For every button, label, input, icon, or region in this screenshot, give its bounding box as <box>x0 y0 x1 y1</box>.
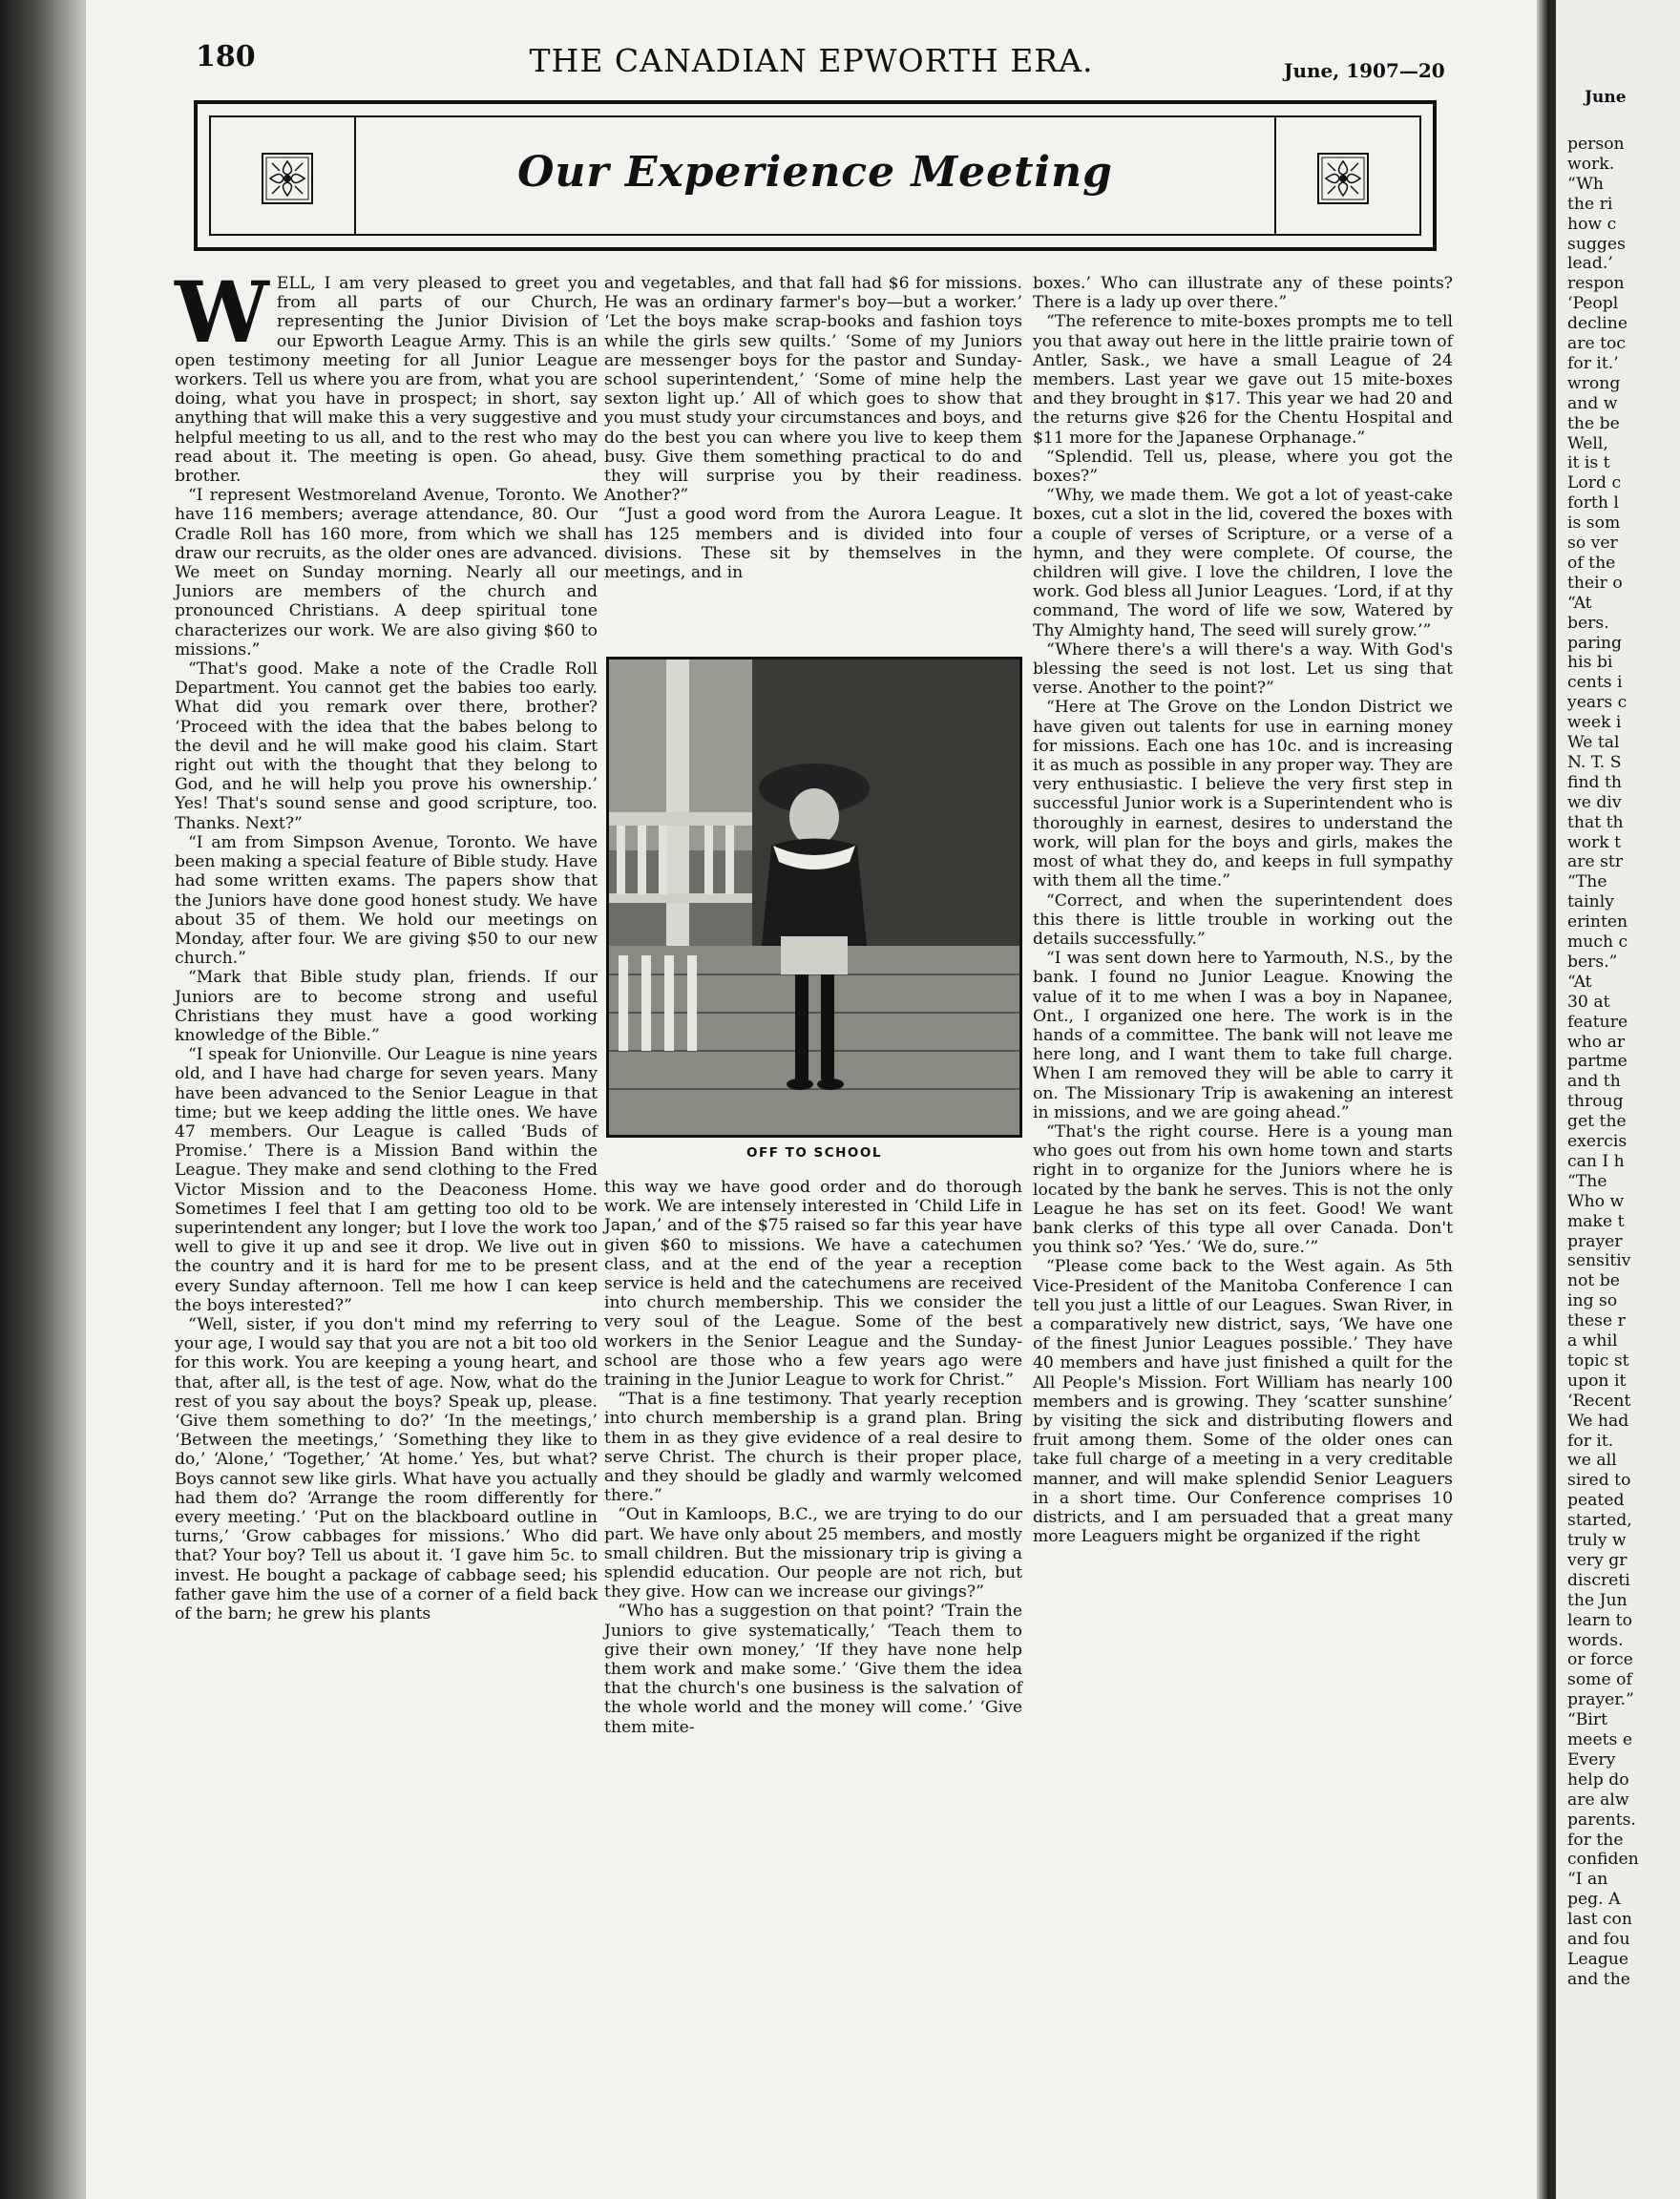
right-page-line: “Birt <box>1567 1710 1608 1730</box>
right-page-line: for it.’ <box>1567 353 1619 373</box>
left-page <box>86 0 1537 2199</box>
right-page-line: peg. A <box>1567 1890 1621 1910</box>
paragraph: “I was sent down here to Yarmouth, N.S., by the bank. I found no Junior League. Knowing the value of it to me when I was a boy in Napanee, Ont., I organized one here. The work is in the hands of a committee. The bank will not leave me here long, and I want them to take full charge. When I am removed they will be able to carry it on. The Missionary Trip is awakening an interest in missions, and we are going ahead.” <box>1033 949 1453 1122</box>
right-page-line: the Jun <box>1567 1590 1628 1610</box>
paragraph: “Mark that Bible study plan, friends. If our Juniors are to become strong and useful Christians they must have a good working knowledge of the Bible.” <box>175 968 598 1045</box>
right-page-line: a whil <box>1567 1331 1618 1351</box>
banner-divider-right <box>1274 117 1276 234</box>
right-page-line: League <box>1567 1949 1629 1969</box>
paragraph: “Who has a suggestion on that point? ‘Train the Juniors to give systematically,’ ‘Teach them to give their own money,’ ‘If they have none help them work and make some.’ ‘Give them the idea that the church's one business is the salvation of the whole world and the money will come.’ ‘Give them mite- <box>604 1602 1022 1737</box>
right-page-line: can I h <box>1567 1151 1625 1171</box>
paragraph: “Just a good word from the Aurora League. It has 125 members and is divided into four divisions. These sit by themselves in the meetings, and in <box>604 505 1022 583</box>
right-page-line: very gr <box>1567 1550 1628 1570</box>
right-page-fragment <box>1556 0 1680 2199</box>
paragraph: and vegetables, and that fall had $6 for missions. He was an ordinary farmer's boy—but a worker.’ ‘Let the boys make scrap-books and fashion toys while the girls sew quilts.’ ‘Some of my Juniors are messenger boys for the pastor and Sunday-school superintendent,’ ‘Some of mine help the sexton light up.’ All of which goes to show that you must study your circumstances and boys, and do the best you can where you live to keep them busy. Give them something practical to do and they will surprise you by their readiness. Another?” <box>604 274 1022 506</box>
right-page-line: ‘Peopl <box>1567 294 1619 314</box>
right-page-line: for the <box>1567 1830 1624 1850</box>
right-page-line: the ri <box>1567 194 1613 214</box>
paragraph: “I represent Westmoreland Avenue, Toronto. We have 116 members; average attendance, 80. Our Cradle Roll has 160 more, from which we shall draw our recruits, as the older ones are advanced. We meet on Sunday morning. Nearly all our Juniors are members of the church and pronounced Christians. A deep spiritual tone characterizes our work. We are also giving $60 to missions.” <box>175 486 598 660</box>
right-page-line: “Wh <box>1567 174 1605 194</box>
paragraph: “Splendid. Tell us, please, where you got the boxes?” <box>1033 447 1453 487</box>
right-page-line: tainly <box>1567 892 1614 912</box>
right-page-line: Well, <box>1567 433 1608 453</box>
right-page-line: topic st <box>1567 1351 1629 1371</box>
book-spine <box>0 0 86 2199</box>
right-page-line: how c <box>1567 214 1617 234</box>
right-page-line: “At <box>1567 593 1592 613</box>
right-page-line: and fou <box>1567 1930 1630 1949</box>
right-page-line: erinten <box>1567 912 1628 932</box>
right-page-line: sired to <box>1567 1471 1631 1491</box>
page-gutter <box>1537 0 1556 2199</box>
right-page-line: discreti <box>1567 1570 1630 1590</box>
girl-on-porch-photo <box>606 657 1022 1138</box>
right-page-line: wrong <box>1567 373 1621 393</box>
right-page-line: bers.” <box>1567 952 1618 972</box>
right-page-line: “The <box>1567 1171 1607 1191</box>
paragraph: “Why, we made them. We got a lot of yeast-cake boxes, cut a slot in the lid, covered the boxes with a couple of verses of Scripture, or a verse of a hymn, and they were complete. Of course, the children will give. I love the children, I love the work. God bless all Junior Leagues. ‘Lord, if at thy command, The word of life we sow, Watered by Thy Almighty hand, The seed will surely grow.’” <box>1033 486 1453 640</box>
right-page-line: and w <box>1567 393 1618 413</box>
floral-ornament-icon <box>1316 152 1370 205</box>
right-page-line: last con <box>1567 1910 1632 1930</box>
paragraph: “Correct, and when the superintendent does this there is little trouble in working out the details successfully.” <box>1033 890 1453 949</box>
right-page-line: paring <box>1567 633 1623 653</box>
right-page-line: of the <box>1567 553 1616 573</box>
photo-caption: OFF TO SCHOOL <box>746 1145 882 1161</box>
right-page-line: truly w <box>1567 1531 1627 1550</box>
right-page-line: their o <box>1567 573 1623 593</box>
right-page-line: some of <box>1567 1670 1632 1690</box>
photo-illustration <box>609 660 1019 1135</box>
right-page-line: not be <box>1567 1271 1620 1291</box>
right-page-line: meets e <box>1567 1730 1633 1749</box>
article-column-2-bottom <box>604 1178 1022 1737</box>
right-page-line: help do <box>1567 1770 1629 1790</box>
right-page-line: “I an <box>1567 1870 1608 1890</box>
title-banner <box>194 100 1437 251</box>
right-page-line: learn to <box>1567 1610 1632 1630</box>
paragraph: “That is a fine testimony. That yearly reception into church membership is a grand plan. Bring them in as they give evidence of a real desire to serve Christ. The church is their proper place, and they should be gladly and warmly welcomed there.” <box>604 1390 1022 1506</box>
right-page-line: parents. <box>1567 1810 1636 1830</box>
right-page-line: upon it <box>1567 1371 1627 1391</box>
drop-cap: W <box>175 262 269 362</box>
right-page-line: week i <box>1567 713 1622 733</box>
right-page-line: work. <box>1567 154 1615 174</box>
right-page-line: work t <box>1567 832 1622 852</box>
article-column-3 <box>1033 274 1453 1546</box>
right-page-line: started, <box>1567 1511 1632 1531</box>
right-page-line: these r <box>1567 1311 1626 1331</box>
paragraph: “That's good. Make a note of the Cradle Roll Department. You cannot get the babies too early. What did you remark over there, brother? ‘Proceed with the idea that the babes belong to the devil and he will make good his claim. Start right out with the thought that they belong to God, and he will help you prove his ownership.’ Yes! That's sound sense and good scripture, too. Thanks. Next?” <box>175 660 598 833</box>
right-page-line: and the <box>1567 1969 1630 1989</box>
right-page-line: N. T. S <box>1567 752 1622 772</box>
article-column-2-top <box>604 274 1022 582</box>
right-page-line: lead.’ <box>1567 254 1613 274</box>
right-page-line: it is t <box>1567 453 1610 473</box>
right-page-line: Who w <box>1567 1191 1625 1211</box>
page-number: 180 <box>196 40 256 73</box>
right-page-header: June <box>1585 88 1627 107</box>
right-page-line: prayer <box>1567 1231 1623 1251</box>
paragraph: “Here at The Grove on the London District we have given out talents for use in earning money for missions. Each one has 10c. and is increasing it as much as possible in any proper way. They are very enthusiastic. I believe the very first step in successful Junior work is a Superintendent who is thoroughly in earnest, desires to understand the work, will plan for the boys and girls, makes the most of what they do, and keeps in full sympathy with them all the time.” <box>1033 698 1453 891</box>
right-page-line: prayer.” <box>1567 1690 1634 1710</box>
right-page-line: confiden <box>1567 1850 1639 1870</box>
right-page-line: much c <box>1567 932 1628 952</box>
right-page-line: are alw <box>1567 1790 1629 1810</box>
right-page-line: make t <box>1567 1211 1625 1231</box>
right-page-line: person <box>1567 135 1625 154</box>
right-page-line: forth l <box>1567 493 1619 513</box>
right-page-line: the be <box>1567 413 1620 433</box>
right-page-line: we all <box>1567 1451 1617 1471</box>
paragraph: boxes.’ Who can illustrate any of these points? There is a lady up over there.” <box>1033 274 1453 313</box>
paragraph: “Well, sister, if you don't mind my referring to your age, I would say that you are not a bit too old for this work. You are keeping a young heart, and that, after all, is the test of age. Now, what do the rest of you say about the boys? Speak up, please. ‘Give them something to do?’ ‘In the meetings,’ ‘Between the meetings,’ ‘Something they like to do,’ ‘Alone,’ ‘Together,’ ‘At home.’ Yes, but what? Boys cannot sew like girls. What have you actually had them do? ‘Arrange the room differently for every meeting.’ ‘Put on the blackboard outline in turns,’ ‘Grow cabbages for missions.’ Who did that? Your boy? Tell us about it. ‘I gave him 5c. to invest. He bought a package of cabbage seed; his father gave him the use of a corner of a field back of the barn; he grew his plants <box>175 1314 598 1624</box>
right-page-line: and th <box>1567 1072 1621 1092</box>
right-page-line: are str <box>1567 852 1624 872</box>
right-page-line: bers. <box>1567 613 1609 633</box>
right-page-line: 30 at <box>1567 992 1610 1012</box>
lead-text: ELL, I am very pleased to greet you from all parts of our Church, representing the Junior Division of our Epworth League Army. This is an open testimony meeting for all Junior League workers. Tell us where you are from, what you are doing, what you have in prospect; in short, say anything that will make this a very suggestive and helpful meeting to us all, and to the rest who may read about it. The meeting is open. Go ahead, brother. <box>175 274 598 487</box>
right-page-line: ‘Recent <box>1567 1391 1631 1411</box>
right-page-line: is som <box>1567 513 1621 534</box>
right-page-line: peated <box>1567 1491 1625 1511</box>
right-page-line: ing so <box>1567 1291 1618 1311</box>
right-page-line: We tal <box>1567 733 1620 752</box>
right-page-line: so ver <box>1567 534 1618 553</box>
right-page-line: for it. <box>1567 1431 1614 1451</box>
right-page-line: Lord c <box>1567 473 1622 493</box>
paragraph: “Out in Kamloops, B.C., we are trying to do our part. We have only about 25 members, and mostly small children. But the missionary trip is giving a splendid education. Our people are not rich, but they give. How can we increase our givings?” <box>604 1505 1022 1602</box>
right-page-line: or force <box>1567 1650 1633 1670</box>
paragraph: this way we have good order and do thorough work. We are intensely interested in ‘Child Life in Japan,’ and of the $75 raised so far this year have given $60 to missions. We have a catechumen class, and at the end of the year a reception service is held and the catechumens are received into church membership. This we consider the very soul of the League. Some of the best workers in the Senior League and the Sunday-school are those who a few years ago were training in the Junior League to work for Christ.” <box>604 1178 1022 1391</box>
right-page-line: feature <box>1567 1012 1628 1032</box>
paragraph: “Where there's a will there's a way. With God's blessing the seed is not lost. Let us sing that verse. Another to the point?” <box>1033 639 1453 699</box>
paragraph: “Please come back to the West again. As 5th Vice-President of the Manitoba Conference I can tell you just a little of our Leagues. Swan River, in a comparatively new district, says, ‘We have one of the finest Junior Leagues possible.’ They have 40 members and have just finished a quilt for the All People's Mission. Fort William has nearly 100 members and is growing. They ‘scatter sunshine’ by visiting the sick and distributing flowers and fruit among them. Some of the older ones can take full charge of a meeting in a very creditable manner, and will make splendid Senior Leaguers in a short time. Our Conference comprises 10 districts, and I am persuaded that a great many more Leaguers might be organized if the right <box>1033 1257 1453 1547</box>
right-page-line: throug <box>1567 1092 1624 1112</box>
publication-title: THE CANADIAN EPWORTH ERA. <box>529 42 1094 79</box>
right-page-line: “At <box>1567 972 1592 992</box>
section-title: Our Experience Meeting <box>517 148 1113 197</box>
right-page-line: find th <box>1567 772 1622 792</box>
issue-date: June, 1907—20 <box>1284 59 1445 82</box>
right-page-line: are toc <box>1567 334 1626 353</box>
right-page-line: we div <box>1567 792 1622 812</box>
right-page-line: who ar <box>1567 1032 1626 1052</box>
right-page-line: decline <box>1567 314 1628 334</box>
right-page-line: exercis <box>1567 1132 1628 1151</box>
paragraph: “I am from Simpson Avenue, Toronto. We have been making a special feature of Bible study. Have had some written exams. The papers show that the Juniors have done good honest study. We have about 35 of them. We hold our meetings on Monday, after four. We are giving $50 to our new church.” <box>175 832 598 969</box>
right-page-line: get the <box>1567 1112 1627 1132</box>
paragraph: “I speak for Unionville. Our League is nine years old, and I have had charge for seven years. Many have been advanced to the Senior League in that time; but we keep adding the little ones. We have 47 members. Our League is called ‘Buds of Promise.’ There is a Mission Band within the League. They make and send clothing to the Fred Victor Mission and to the Deaconess Home. Sometimes I feel that I am getting too old to be superintendent any longer; but I love the work too well to give it up and see it drop. We live out in the country and it is hard for me to be present every Sunday afternoon. Tell me how I can keep the boys interested?” <box>175 1045 598 1315</box>
right-page-line: Every <box>1567 1749 1616 1770</box>
right-page-line: respon <box>1567 274 1625 294</box>
lead-paragraph <box>175 262 598 487</box>
paragraph: “That's the right course. Here is a young man who goes out from his own home town and starts right in to organize for the Juniors where he is located by the bank he serves. This is not the only League he has set on its feet. Good! We want bank clerks of this type all over Canada. Don't you think so? ‘Yes.’ ‘We do, sure.’” <box>1033 1121 1453 1258</box>
right-page-line: his bi <box>1567 653 1613 673</box>
paragraph: “The reference to mite-boxes prompts me to tell you that away out here in the little prairie town of Antler, Sask., we have a small League of 24 members. Last year we gave out 15 mite-boxes and they brought in $17. This year we had 20 and the returns give $26 for the Chentu Hospital and $11 more for the Japanese Orphanage.” <box>1033 312 1453 448</box>
right-page-line: sugges <box>1567 234 1626 254</box>
right-page-line: “The <box>1567 872 1607 892</box>
right-page-line: partme <box>1567 1052 1628 1072</box>
right-page-line: words. <box>1567 1630 1624 1650</box>
right-page-line: cents i <box>1567 673 1623 693</box>
article-column-1 <box>175 262 598 1624</box>
right-page-line: that th <box>1567 812 1624 832</box>
right-page-line: years c <box>1567 693 1628 713</box>
right-page-line: We had <box>1567 1411 1629 1431</box>
right-page-line: sensitiv <box>1567 1251 1631 1271</box>
